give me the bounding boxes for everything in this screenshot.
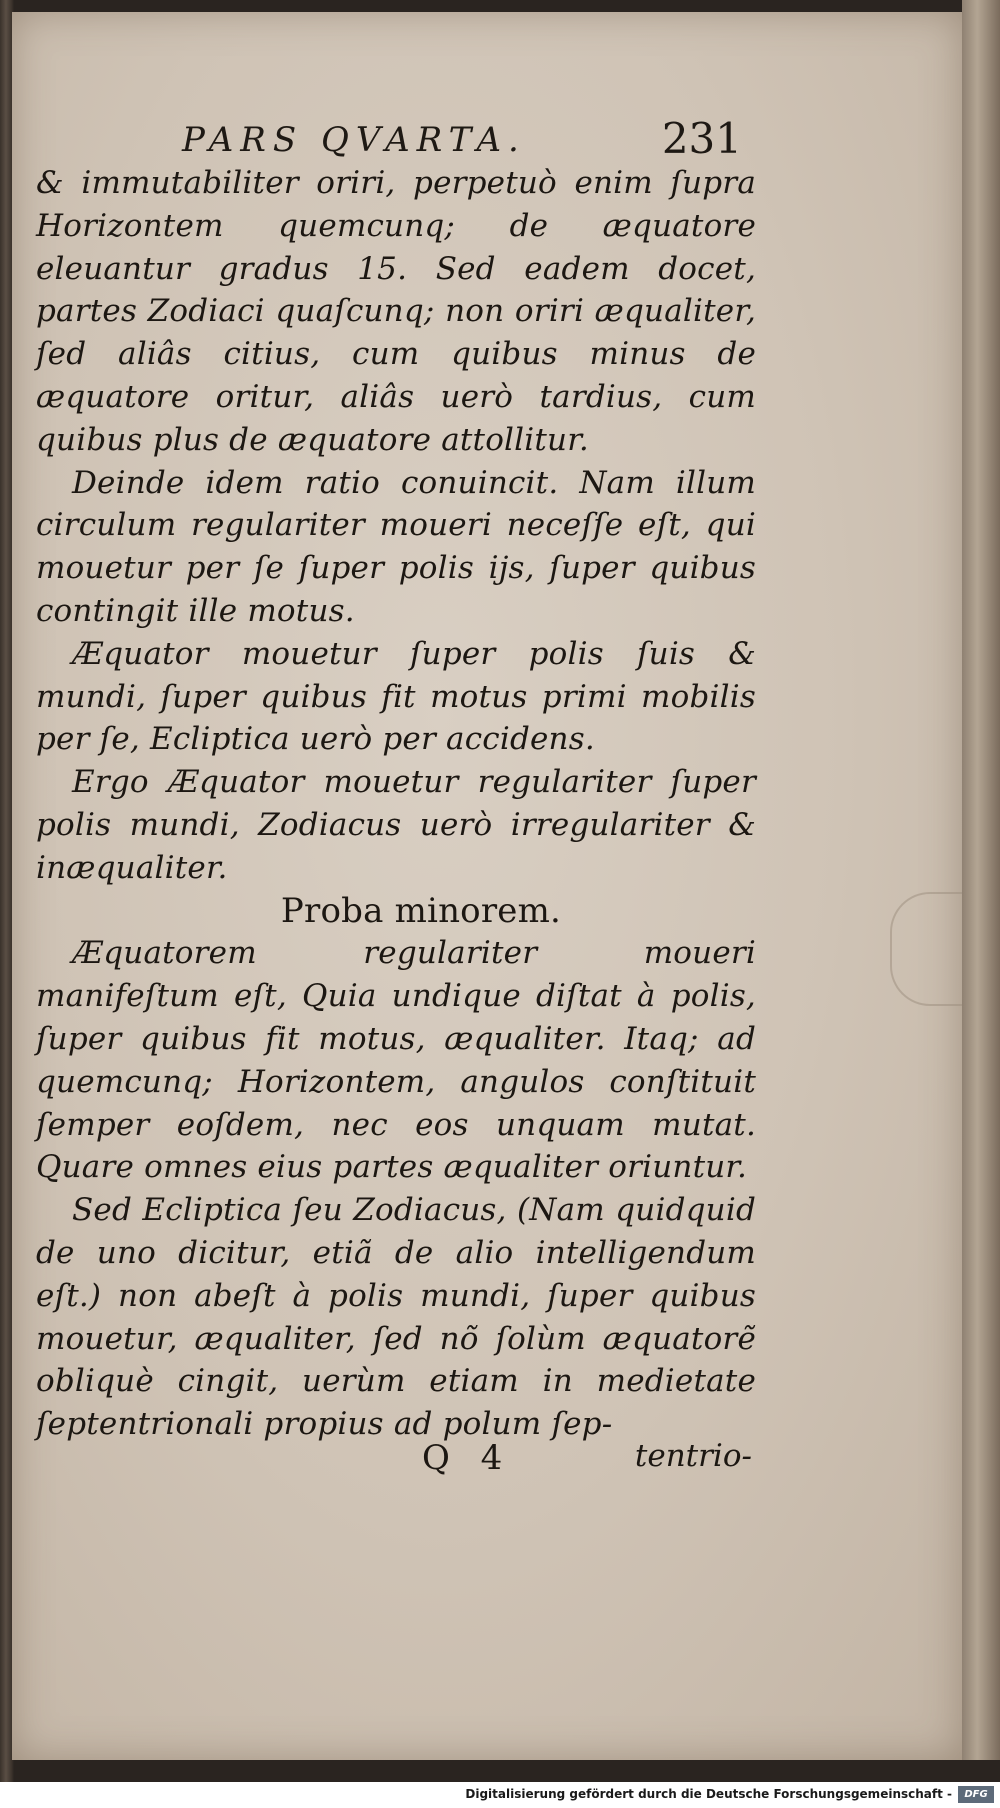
paragraph-4: Ergo Æquator mouetur regulariter ſuper polis mundi, Zodiacus uerò irregulariter & inæqualiter. — [36, 764, 756, 886]
signature-mark: Q 4 — [422, 1438, 513, 1478]
dfg-logo-icon: DFG — [958, 1786, 994, 1803]
book-page — [12, 12, 962, 1760]
paragraph-5: Æquatorem regulariter moueri manifeſtum eſt, Quia undique diſtat à polis, ſuper quibus fit motus, æqualiter. Itaq; ad quemcunq; Horizontem, angulos conſtituit ſemper eoſdem, nec eos unquam mutat. Quare omnes eius partes æqualiter oriuntur. — [36, 935, 756, 1186]
body-text — [36, 162, 756, 1446]
paragraph-3: Æquator mouetur ſuper polis ſuis & mundi, ſuper quibus fit motus primi mobilis per ſe, Ecliptica uerò per accidens. — [36, 635, 756, 758]
running-head: PARS QVARTA. — [182, 120, 526, 160]
page-number: 231 — [661, 114, 742, 163]
credit-bar — [0, 1782, 1000, 1808]
page-edge — [962, 0, 1000, 1760]
catchword: tentrio- — [634, 1438, 752, 1474]
digitization-credit: Digitalisierung gefördert durch die Deutsche Forschungsgemeinschaft - — [465, 1787, 952, 1801]
section-heading: Proba minorem. — [280, 890, 562, 931]
paragraph-2: Deinde idem ratio conuincit. Nam illum circulum regulariter moueri neceſſe eſt, qui mouetur per ſe ſuper polis ijs, ſuper quibus contingit ille motus. — [36, 464, 756, 629]
paragraph-6: Sed Ecliptica ſeu Zodiacus, (Nam quidquid de uno dicitur, etiã de alio intelligendum eſt.) non abeſt à polis mundi, ſuper quibus mouetur, æqualiter, ſed nõ ſolùm æquatorẽ obliquè cingit, uerùm etiam in medietate ſeptentrionali propius ad polum ſep- — [36, 1192, 756, 1443]
page-fold-mark — [890, 892, 962, 1006]
page-footer — [422, 1438, 752, 1486]
paragraph-1: & immutabiliter oriri, perpetuò enim ſupra Horizontem quemcunq; de æquatore eleuantur gradus 15. Sed eadem docet, partes Zodiaci quaſcunq; non oriri æqualiter, ſed aliâs citius, cum quibus minus de æquatore oritur, aliâs uerò tardius, cum quibus plus de æquatore attollitur. — [36, 165, 756, 458]
page-header — [182, 114, 742, 164]
